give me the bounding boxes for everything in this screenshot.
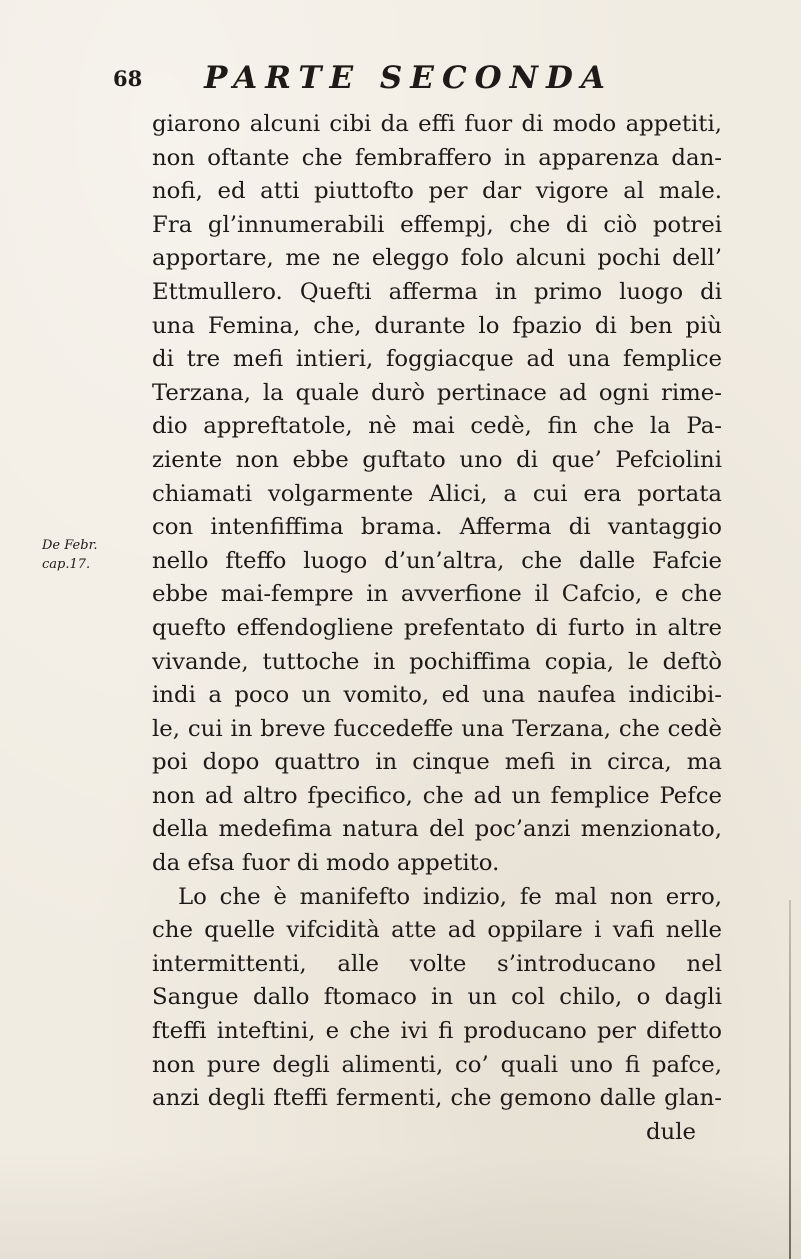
text-line: non ad altro fpecifico, che ad un femplice Pefce (152, 782, 722, 809)
text-line: chiamati volgarmente Alici, a cui era portata (152, 480, 722, 507)
text-line: quefto effendogliene prefentato di furto in altre (152, 614, 722, 641)
text-line: le, cui in breve fuccedeffe una Terzana, che cedè (152, 715, 722, 742)
text-line: ziente non ebbe guftato uno di que’ Pefciolini (152, 446, 722, 473)
text-line: da efsa fuor di modo appetito. (152, 850, 500, 877)
text-line: vivande, tuttoche in pochiffima copia, le deftò (152, 648, 722, 675)
margin-note (42, 536, 102, 574)
text-line: nofi, ed atti piuttofto per dar vigore al male. (152, 178, 722, 205)
text-line: che quelle vifcidità atte ad oppilare i vafi nelle (152, 917, 722, 944)
text-line: intermittenti, alle volte s’introducano nel (152, 950, 722, 977)
margin-note-line-2: cap.17. (42, 557, 91, 572)
text-line: apportare, me ne eleggo folo alcuni pochi dell’ (152, 245, 722, 272)
text-line: nello fteffo luogo d’un’altra, che dalle Fafcie (152, 547, 722, 574)
body-text (152, 108, 722, 1149)
text-line: con intenfiffima brama. Afferma di vantaggio (152, 514, 722, 541)
text-line: Fra gl’innumerabili effempj, che di ciò potrei (152, 211, 722, 238)
text-line: poi dopo quattro in cinque mefi in circa, ma (152, 749, 722, 776)
catchword: dule (645, 1118, 696, 1145)
text-line: Lo che è manifefto indizio, fe mal non erro, (178, 883, 722, 910)
text-line: dio appreftatole, nè mai cedè, fin che la Pa- (152, 413, 722, 440)
text-line: fteffi inteftini, e che ivi fi producano per difetto (152, 1018, 722, 1045)
text-line: indi a poco un vomito, ed una naufea indicibi- (152, 682, 722, 709)
text-line: non oftante che fembraffero in apparenza dan- (152, 144, 722, 171)
text-line: Terzana, la quale durò pertinace ad ogni rime- (152, 379, 722, 406)
text-line: anzi degli fteffi fermenti, che gemono dalle glan- (152, 1085, 722, 1112)
text-line: di tre mefi intieri, foggiacque ad una femplice (152, 346, 722, 373)
text-line: Ettmullero. Quefti afferma in primo luogo di (152, 278, 722, 305)
text-line: una Femina, che, durante lo fpazio di ben più (152, 312, 722, 339)
margin-note-line-1: De Febr. (42, 538, 98, 553)
text-line: Sangue dallo ftomaco in un col chilo, o dagli (152, 984, 722, 1011)
text-line: non pure degli alimenti, co’ quali uno fi pafce, (152, 1051, 722, 1078)
text-line: della medefima natura del poc’anzi menzionato, (152, 816, 722, 843)
page-shadow (0, 1150, 801, 1259)
text-line: ebbe mai-fempre in avverfione il Cafcio, e che (152, 581, 722, 608)
page-number: 68 (113, 66, 143, 91)
running-head: PARTE SECONDA (204, 60, 613, 96)
text-line: giarono alcuni cibi da effi fuor di modo appetiti, (152, 111, 722, 137)
